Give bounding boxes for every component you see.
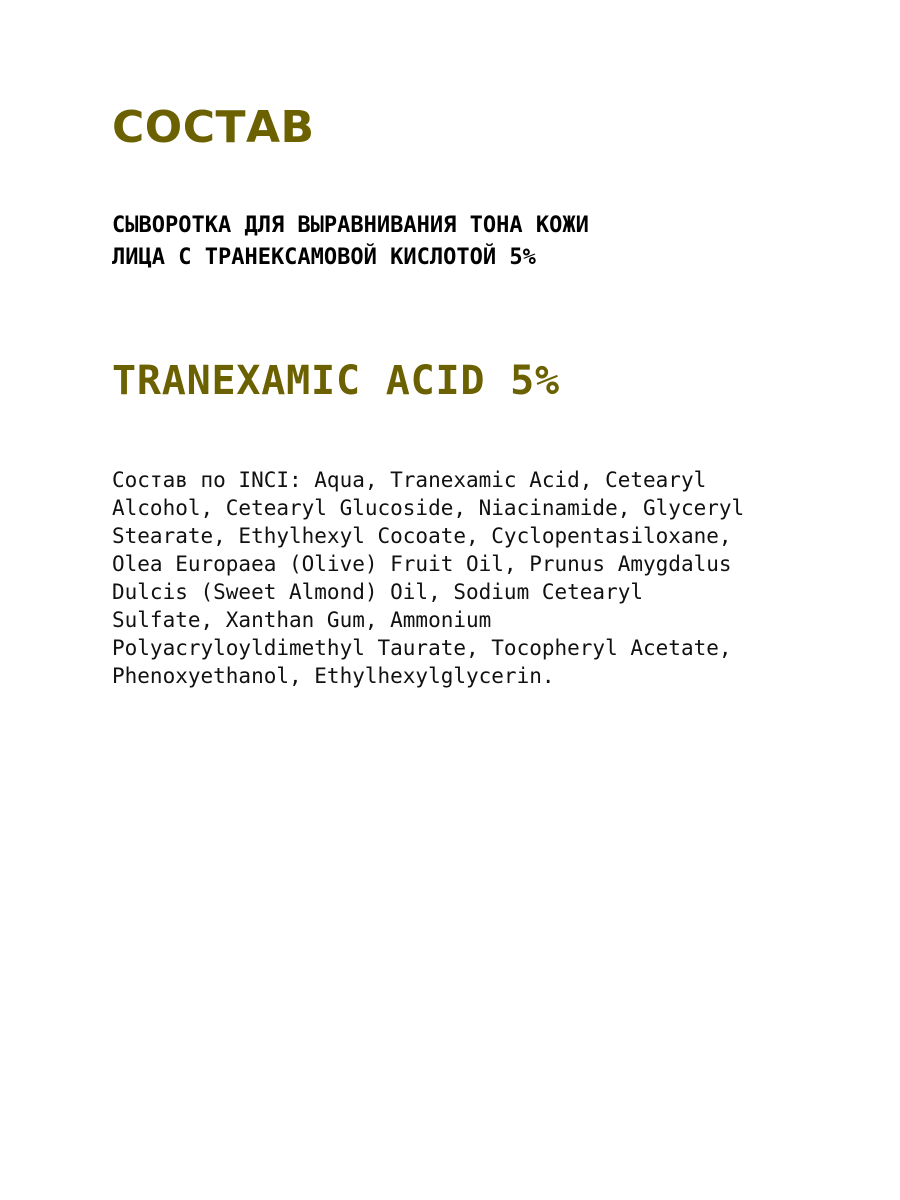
section-heading: СОСТАВ [112, 102, 315, 153]
active-ingredient: TRANEXAMIC ACID 5% [112, 358, 560, 404]
inci-line: Stearate, Ethylhexyl Cocoate, Cyclopentasiloxane, [112, 524, 732, 548]
inci-ingredient-list [112, 466, 812, 690]
inci-line: Phenoxyethanol, Ethylhexylglycerin. [112, 664, 555, 688]
inci-line: Olea Europaea (Olive) Fruit Oil, Prunus Amygdalus [112, 552, 732, 576]
product-name-line: ЛИЦА С ТРАНЕКСАМОВОЙ КИСЛОТОЙ 5% [112, 245, 536, 270]
inci-line: Dulcis (Sweet Almond) Oil, Sodium Cetearyl [112, 580, 644, 604]
inci-line: Polyacryloyldimethyl Taurate, Tocopheryl Acetate, [112, 636, 732, 660]
inci-line: Alcohol, Cetearyl Glucoside, Niacinamide, Glyceryl [112, 496, 745, 520]
inci-line: Состав по INCI: Aqua, Tranexamic Acid, Cetearyl [112, 468, 707, 492]
product-name-line: СЫВОРОТКА ДЛЯ ВЫРАВНИВАНИЯ ТОНА КОЖИ [112, 213, 589, 238]
inci-line: Sulfate, Xanthan Gum, Ammonium [112, 608, 492, 632]
product-name [112, 210, 812, 274]
